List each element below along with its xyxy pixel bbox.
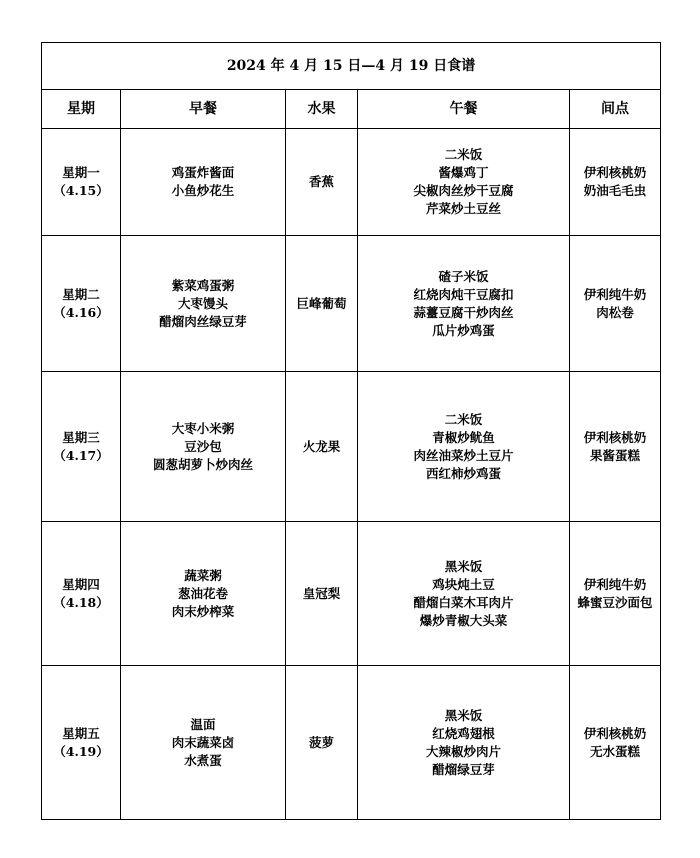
day-cell [42,666,121,820]
day-cell [42,522,121,666]
dish: 肉丝油菜炒土豆片 [413,447,514,463]
day-name: 星期三 [62,429,100,445]
day-name: 星期二 [62,286,100,302]
dish: 鸡块炖土豆 [432,576,495,592]
breakfast-cell [121,666,286,820]
header-row [42,90,661,129]
snack-cell [570,129,661,236]
dish: 青椒炒鱿鱼 [432,429,495,445]
dish: 黑米饭 [444,707,483,723]
dish: 奶油毛毛虫 [583,183,647,198]
dish: 小鱼炒花生 [171,183,235,198]
dish: 爆炒青椒大头菜 [419,612,508,628]
dish: 伊利核桃奶 [583,165,647,180]
header-fruit: 水果 [286,90,358,129]
dish: 红烧鸡翅根 [432,725,495,741]
dish: 黑米饭 [444,558,483,574]
lunch-cell [358,522,570,666]
snack-cell [570,372,661,522]
dish: 红烧肉炖干豆腐扣 [413,286,514,302]
day-date: （4.19） [53,743,109,759]
dish: 葱油花卷 [177,585,228,601]
dish: 二米饭 [444,147,483,162]
table-row [42,522,661,666]
dish: 圆葱胡萝卜炒肉丝 [152,456,253,472]
dish: 鸡蛋炸酱面 [171,165,235,180]
dish: 温面 [190,716,216,732]
dish: 伊利纯牛奶 [583,576,647,592]
day-name: 星期四 [62,576,100,592]
dish: 二米饭 [444,411,483,427]
lunch-cell [358,666,570,820]
dish: 伊利纯牛奶 [583,286,647,302]
dish: 芹菜炒土豆丝 [425,201,501,216]
menu-table [41,42,661,820]
day-cell [42,129,121,236]
day-name: 星期五 [62,725,100,741]
dish: 大枣小米粥 [171,420,235,436]
dish: 蔬菜粥 [184,567,222,583]
title-row [42,43,661,90]
breakfast-cell [121,129,286,236]
dish: 瓜片炒鸡蛋 [432,322,495,338]
dish: 伊利核桃奶 [583,429,647,445]
day-date: （4.16） [53,304,109,320]
table-row [42,129,661,236]
day-date: （4.17） [53,447,109,463]
dish: 豆沙包 [184,438,222,454]
dish: 果酱蛋糕 [590,447,641,463]
breakfast-cell [121,522,286,666]
lunch-cell [358,236,570,372]
dish: 肉末炒榨菜 [171,603,235,619]
table-row [42,236,661,372]
table-row [42,372,661,522]
dish: 醋熘绿豆芽 [432,761,495,777]
breakfast-cell [121,372,286,522]
header-lunch: 午餐 [358,90,570,129]
snack-cell [570,236,661,372]
day-cell [42,372,121,522]
dish: 肉松卷 [596,304,634,320]
dish: 酱爆鸡丁 [438,165,489,180]
snack-cell [570,666,661,820]
dish: 尖椒肉丝炒干豆腐 [413,183,514,198]
dish: 西红柿炒鸡蛋 [425,465,501,481]
dish: 大枣馒头 [177,295,228,311]
dish: 蒜薹豆腐干炒肉丝 [413,304,514,320]
dish: 碴子米饭 [438,268,489,284]
fruit-cell: 火龙果 [286,372,358,522]
table-row [42,666,661,820]
fruit-cell: 香蕉 [286,129,358,236]
fruit-cell: 菠萝 [286,666,358,820]
dish: 大辣椒炒肉片 [425,743,501,759]
dish: 蜂蜜豆沙面包 [577,594,653,610]
day-cell [42,236,121,372]
dish: 水煮蛋 [184,752,222,768]
dish: 醋熘白菜木耳肉片 [413,594,514,610]
header-snack: 间点 [570,90,661,129]
day-name: 星期一 [62,165,100,180]
header-day: 星期 [42,90,121,129]
dish: 紫菜鸡蛋粥 [171,277,235,293]
fruit-cell: 巨峰葡萄 [286,236,358,372]
dish: 伊利核桃奶 [583,725,647,741]
breakfast-cell [121,236,286,372]
menu-title: 2024 年 4 月 15 日—4 月 19 日食谱 [42,43,661,90]
dish: 无水蛋糕 [590,743,641,759]
fruit-cell: 皇冠梨 [286,522,358,666]
header-breakfast: 早餐 [121,90,286,129]
lunch-cell [358,129,570,236]
day-date: （4.15） [53,183,109,198]
dish: 肉末蔬菜卤 [171,734,235,750]
lunch-cell [358,372,570,522]
snack-cell [570,522,661,666]
dish: 醋熘肉丝绿豆芽 [159,313,247,329]
day-date: （4.18） [53,594,109,610]
